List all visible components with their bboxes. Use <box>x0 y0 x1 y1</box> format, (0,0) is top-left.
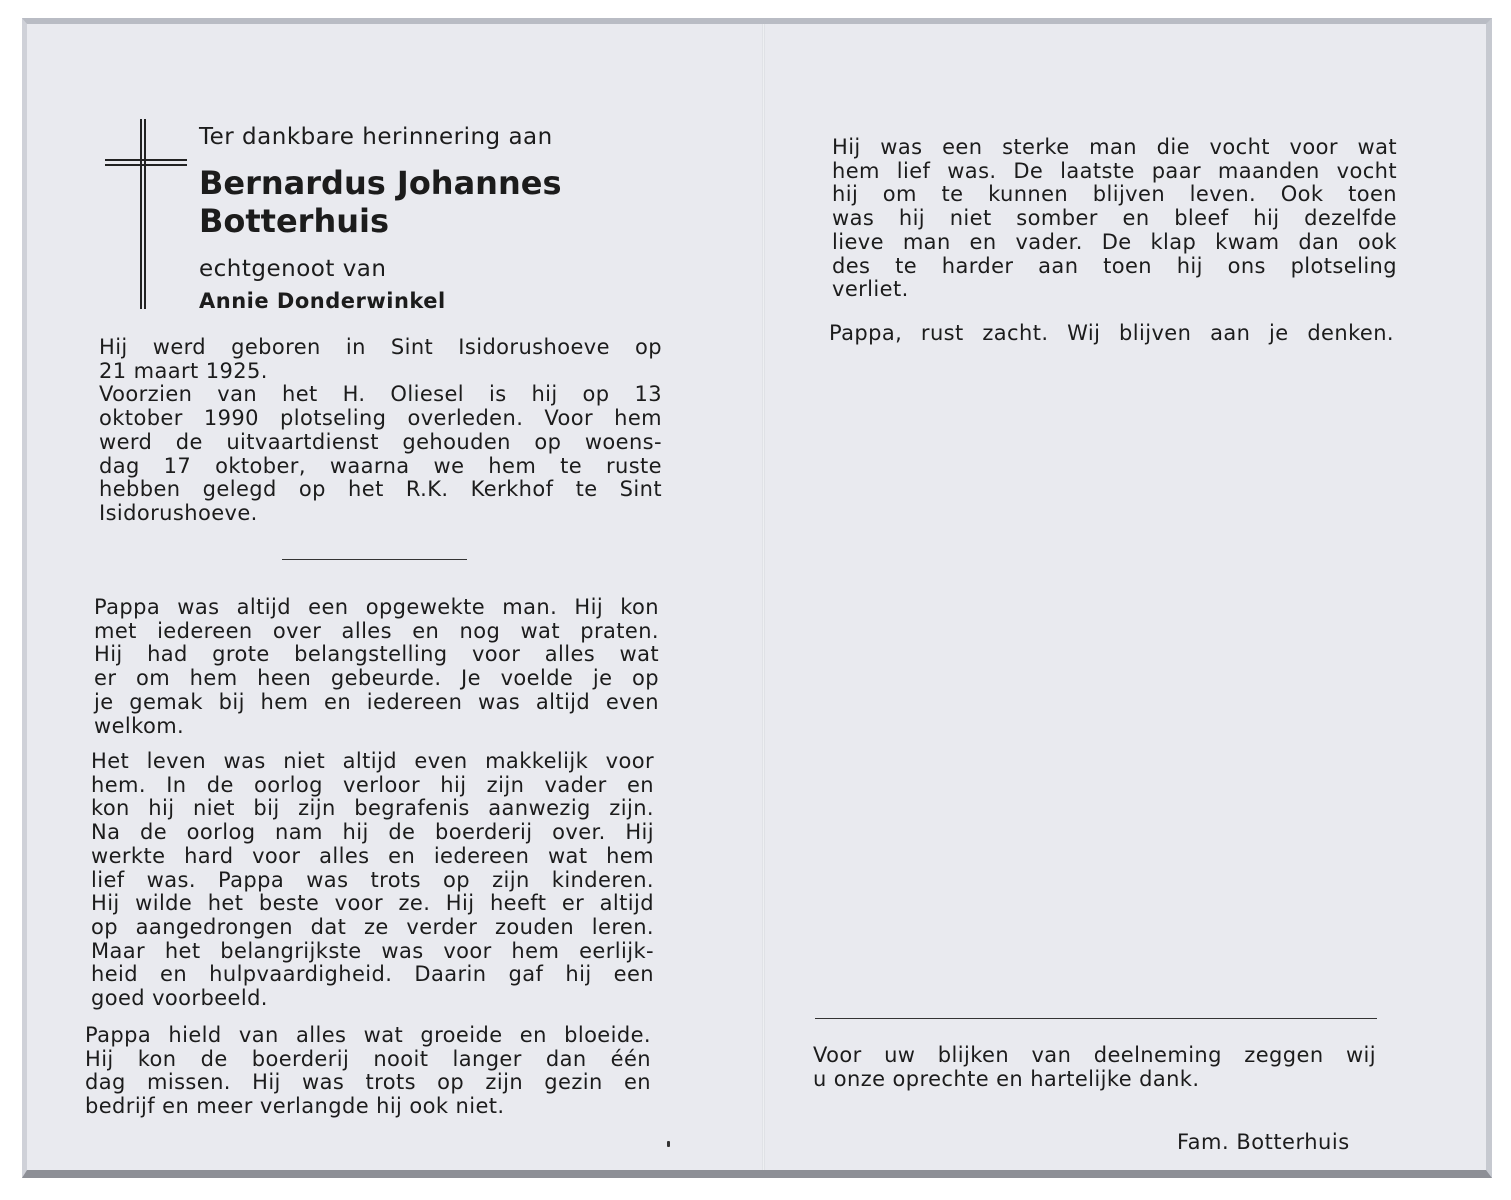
text-line: Maar het belangrijkste was voor hem eerlijk- <box>91 938 654 963</box>
cross-vertical-bar <box>140 119 146 309</box>
text-line: hebben gelegd op het R.K. Kerkhof te Sint <box>99 477 662 502</box>
text-line: op aangedrongen dat ze verder zouden leren. <box>91 914 654 939</box>
strength-paragraph <box>832 136 1397 302</box>
text-line: dag missen. Hij was trots op zijn gezin en <box>85 1070 651 1095</box>
text-line: Voor uw blijken van deelneming zeggen wij <box>813 1043 1376 1067</box>
farewell-line: Pappa, rust zacht. Wij blijven aan je denken. <box>829 321 1394 345</box>
text-line: werd de uitvaartdienst gehouden op woens- <box>99 429 662 454</box>
text-line: Pappa was altijd een opgewekte man. Hij kon <box>94 595 659 619</box>
text-line: hem. In de oorlog verloor hij zijn vader en <box>91 772 654 797</box>
cross-horizontal-bar <box>105 159 187 166</box>
text-line: hij om te kunnen blijven leven. Ook toen <box>832 182 1397 207</box>
deceased-name-line-2: Botterhuis <box>199 202 390 240</box>
text-line: Na de oorlog nam hij de boerderij over. Hij <box>91 820 654 845</box>
family-signature: Fam. Botterhuis <box>1177 1130 1350 1154</box>
text-line: hem lief was. De laatste paar maanden vocht <box>832 158 1397 183</box>
character-paragraph <box>94 596 659 738</box>
text-line: Hij werd geboren in Sint Isidorushoeve op <box>99 335 662 359</box>
text-line: oktober 1990 plotseling overleden. Voor hem <box>99 406 662 431</box>
text-line: je gemak bij hem en iedereen was altijd even <box>94 689 659 714</box>
text-line: er om hem heen gebeurde. Je voelde je op <box>94 666 659 691</box>
text-line: Hij kon de boerderij nooit langer dan één <box>85 1046 651 1071</box>
text-line: bedrijf en meer verlangde hij ook niet. <box>85 1094 505 1119</box>
spouse-label: echtgenoot van <box>199 256 387 282</box>
thanks-divider <box>815 1018 1377 1019</box>
text-line: u onze oprechte en hartelijke dank. <box>813 1066 1200 1091</box>
section-divider <box>282 559 467 560</box>
paper-speck <box>667 1141 670 1147</box>
text-line: welkom. <box>94 713 185 738</box>
text-line: Pappa hield van alles wat groeide en bloeide. <box>85 1023 651 1047</box>
text-line: Voorzien van het H. Oliesel is hij op 13 <box>99 382 662 407</box>
text-line: Hij wilde het beste voor ze. Hij heeft er altijd <box>91 891 654 916</box>
thanks-paragraph <box>813 1044 1376 1091</box>
farewell-paragraph <box>829 322 1394 346</box>
memorial-card <box>22 18 1492 1178</box>
text-line: 21 maart 1925. <box>99 358 268 383</box>
center-fold <box>762 24 765 1170</box>
text-line: goed voorbeeld. <box>91 986 268 1011</box>
text-line: Hij had grote belangstelling voor alles wat <box>94 642 659 667</box>
birth-paragraph <box>99 336 662 526</box>
text-line: lieve man en vader. De klap kwam dan ook <box>832 229 1397 254</box>
text-line: dag 17 oktober, waarna we hem te ruste <box>99 453 662 478</box>
text-line: met iedereen over alles en nog wat praten. <box>94 618 659 643</box>
intro-text: Ter dankbare herinnering aan <box>199 124 553 150</box>
text-line: kon hij niet bij zijn begrafenis aanwezig zijn. <box>91 796 654 821</box>
text-line: des te harder aan toen hij ons plotseling <box>832 253 1397 278</box>
text-line: Hij was een sterke man die vocht voor wat <box>832 135 1397 159</box>
deceased-name-line-1: Bernardus Johannes <box>199 164 562 202</box>
spouse-name: Annie Donderwinkel <box>199 289 446 313</box>
text-line: was hij niet somber en bleef hij dezelfde <box>832 206 1397 231</box>
text-line: Isidorushoeve. <box>99 500 258 525</box>
farm-paragraph <box>85 1024 651 1119</box>
text-line: Het leven was niet altijd even makkelijk voor <box>91 749 654 773</box>
text-line: heid en hulpvaardigheid. Daarin gaf hij een <box>91 962 654 987</box>
text-line: lief was. Pappa was trots op zijn kinderen. <box>91 867 654 892</box>
text-line: verliet. <box>832 277 909 302</box>
deceased-name <box>199 164 561 240</box>
life-paragraph <box>91 750 654 1011</box>
text-line: werkte hard voor alles en iedereen wat hem <box>91 843 654 868</box>
